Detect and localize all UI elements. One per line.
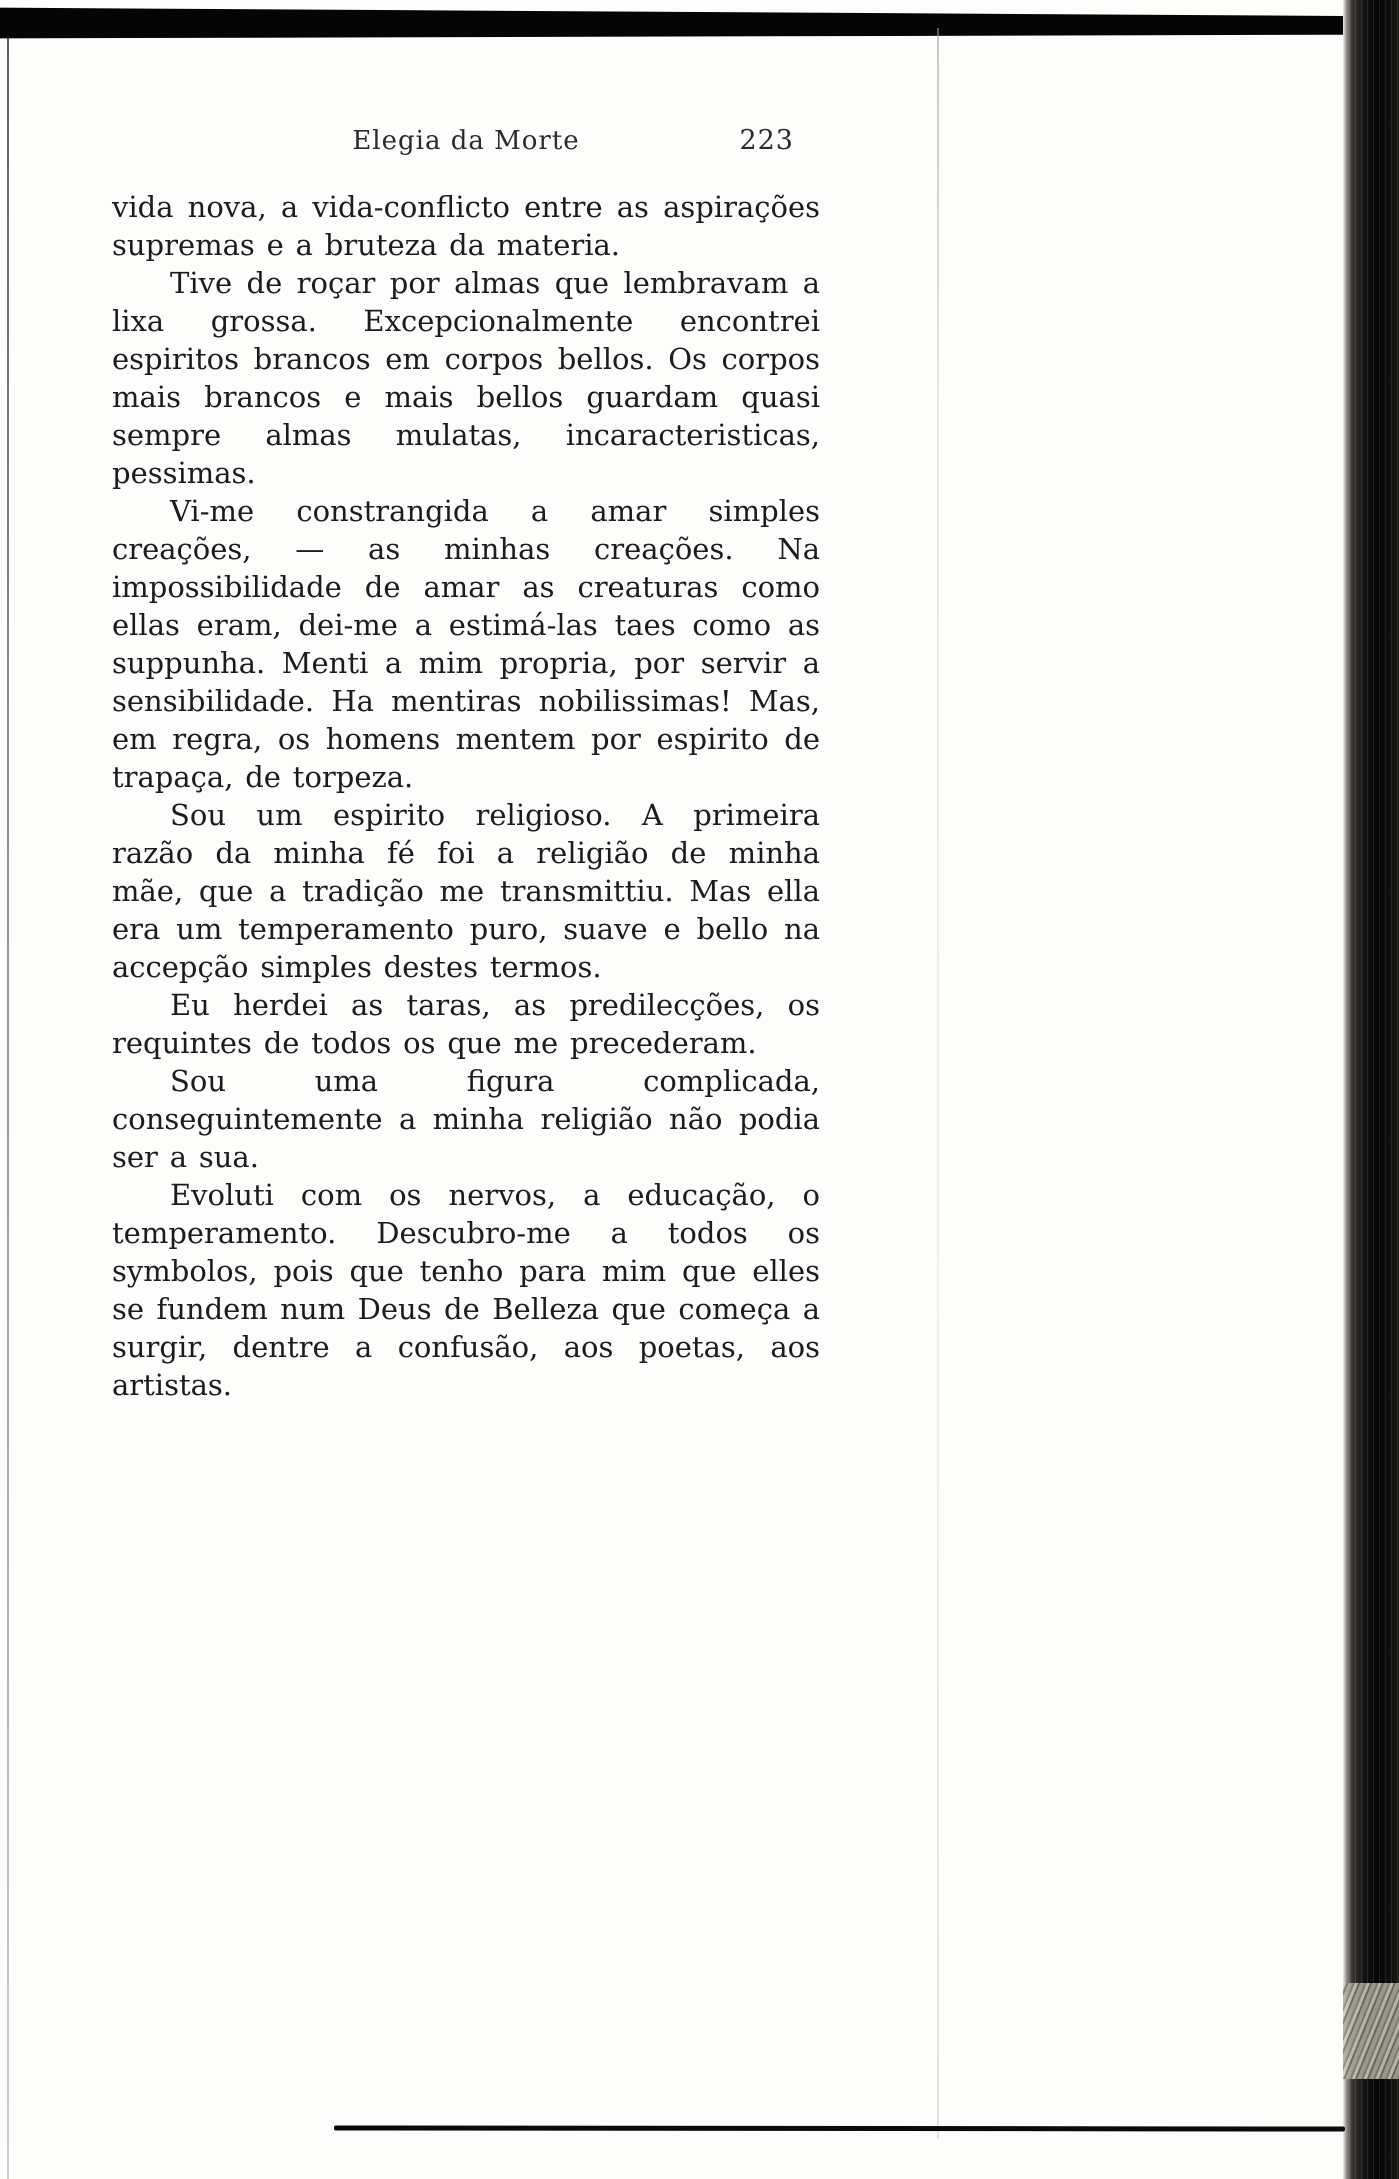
paragraph: Eu herdei as taras, as predilecções, os requintes de todos os que me precederam. [112,988,820,1060]
paragraph: vida nova, a vida-conflicto entre as aspirações supremas e a bruteza da materia. [112,190,820,262]
page-number: 223 [739,125,794,156]
book-binding-shadow [1343,0,1399,2179]
scan-top-edge [0,0,1399,48]
page-header [112,126,820,160]
paragraph: Vi-me constrangida a amar simples creações, — as minhas creações. Na impossibilidade de amar as creaturas como ellas eram, dei-me a estimá-las taes como as suppunha. Menti a mim propria, por servir a sensibilidade. Ha mentiras nobilissimas! Mas, em regra, os homens mentem por espirito de trapaça, de torpeza. [112,494,820,794]
running-title: Elegia da Morte [352,126,580,156]
page-stack-texture [1343,1983,1399,2079]
scan-left-edge [7,38,9,2179]
scan-bottom-edge [334,2125,1345,2131]
paragraph: Sou um espirito religioso. A primeira razão da minha fé foi a religião de minha mãe, que a tradição me transmittiu. Mas ella era um temperamento puro, suave e bello na accepção simples destes termos. [112,798,820,984]
paragraph: Sou uma figura complicada, conseguintemente a minha religião não podia ser a sua. [112,1064,820,1174]
body-text [112,188,820,1404]
page-fold-line [937,28,939,2139]
paragraph: Evoluti com os nervos, a educação, o temperamento. Descubro-me a todos os symbolos, pois que tenho para mim que elles se fundem num Deus de Belleza que começa a surgir, dentre a confusão, aos poetas, aos artistas. [112,1178,820,1402]
paragraph: Tive de roçar por almas que lembravam a lixa grossa. Excepcionalmente encontrei espiritos brancos em corpos bellos. Os corpos mais brancos e mais bellos guardam quasi sempre almas mulatas, incaracteristicas, pessimas. [112,266,820,490]
